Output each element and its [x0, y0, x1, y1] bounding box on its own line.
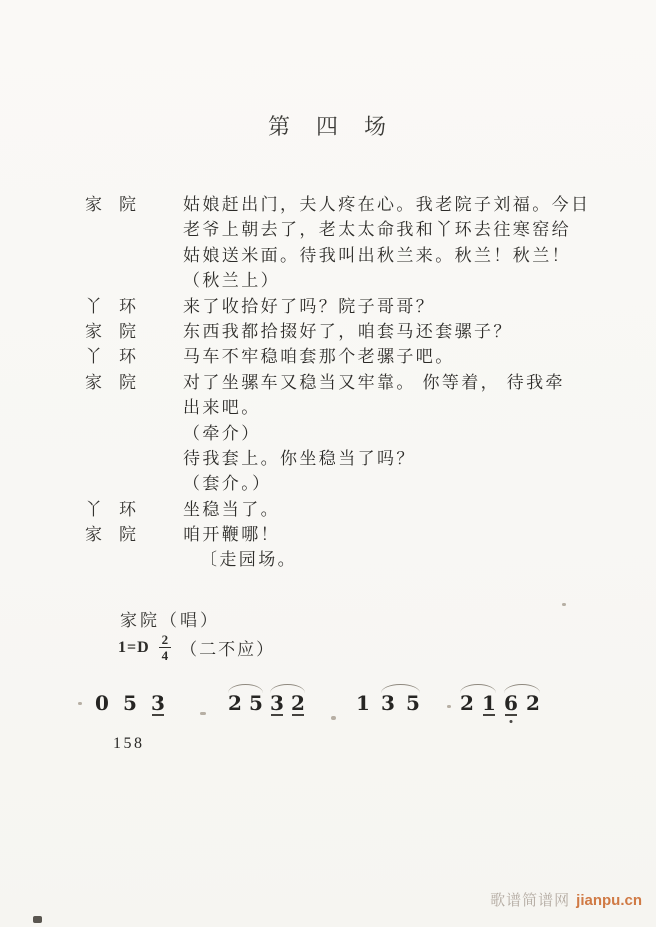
- dialogue-text: 待我套上。你坐稳当了吗？: [183, 448, 416, 468]
- note: 3: [381, 691, 395, 715]
- dialogue-row: [85, 317, 610, 342]
- time-signature: [159, 633, 172, 662]
- scan-speck: [200, 712, 206, 715]
- note: 0: [95, 691, 109, 715]
- speaker-label: 家 院: [85, 525, 136, 545]
- dialogue-row: [85, 266, 610, 291]
- note-eighth: 1: [482, 691, 496, 715]
- speaker-label: 家 院: [85, 372, 136, 392]
- dialogue-row: [85, 342, 610, 367]
- scan-speck: [33, 916, 42, 923]
- dialogue-row: [85, 545, 610, 570]
- dialogue-row: [85, 215, 610, 240]
- page-number: 158: [113, 735, 145, 752]
- dialogue-row: [85, 190, 610, 215]
- jianpu-notation-row: [0, 684, 656, 728]
- time-signature-top: 2: [159, 633, 172, 648]
- dialogue-text: 来了收拾好了吗？院子哥哥？: [183, 296, 436, 316]
- dialogue-text: 马车不牢稳咱套那个老骡子吧。: [183, 347, 455, 367]
- dialogue-row: [85, 469, 610, 494]
- stage-direction: （牵介）: [183, 423, 261, 443]
- stage-direction: 〔走园场。: [200, 550, 297, 570]
- note: 2: [228, 691, 242, 715]
- dialogue-text: 对了坐骡车又稳当又牢靠。 你等着， 待我牵: [183, 372, 565, 392]
- scan-speck: [447, 705, 451, 708]
- time-signature-bottom: 4: [161, 648, 169, 663]
- dialogue-text: 东西我都拾掇好了，咱套马还套骡子？: [183, 321, 513, 341]
- dialogue-row: [85, 419, 610, 444]
- note-eighth-low-octave: 6: [504, 691, 518, 715]
- note: 5: [406, 691, 420, 715]
- dialogue-row: [85, 444, 610, 469]
- scan-speck: [78, 702, 82, 705]
- dialogue-text: 咱开鞭哪！: [183, 525, 280, 545]
- dialogue-text: 老爷上朝去了，老太太命我和丫环去往寒窑给: [183, 220, 571, 240]
- dialogue-block: [85, 190, 610, 571]
- stage-direction: （套介。）: [183, 474, 272, 494]
- speaker-label: 丫 环: [85, 347, 136, 367]
- notation-measure-3: [356, 692, 420, 714]
- note: 1: [356, 691, 370, 715]
- note: 5: [249, 691, 263, 715]
- note: 2: [460, 691, 474, 715]
- key-signature: 1=D: [118, 638, 150, 656]
- notation-measure-4: [460, 692, 540, 714]
- speaker-label: 家 院: [85, 195, 136, 214]
- dialogue-text: 坐稳当了。: [183, 499, 280, 519]
- key-signature-line: [118, 633, 275, 662]
- scan-speck: [331, 716, 336, 720]
- note-eighth: 3: [270, 691, 284, 715]
- watermark-url: jianpu.cn: [576, 892, 642, 909]
- singer-cue: 家院（唱）: [120, 611, 220, 630]
- note-eighth: 2: [291, 691, 305, 715]
- dialogue-row: [85, 495, 610, 520]
- watermark: [490, 889, 642, 910]
- scene-title: 第 四 场: [267, 114, 388, 139]
- dialogue-row: [85, 393, 610, 418]
- speaker-label: 丫 环: [85, 499, 136, 519]
- tune-name: （二不应）: [180, 640, 276, 659]
- dialogue-text: 出来吧。: [183, 398, 261, 418]
- stage-direction: （秋兰上）: [183, 271, 280, 291]
- dialogue-row: [85, 292, 610, 317]
- dialogue-text: 姑娘赶出门，夫人疼在心。我老院子刘福。今日: [183, 195, 591, 214]
- note: 5: [123, 691, 137, 715]
- dialogue-row: [85, 241, 610, 266]
- notation-measure-1: [95, 692, 165, 714]
- note: 2: [526, 691, 540, 715]
- speaker-label: 家 院: [85, 321, 136, 341]
- dialogue-text: 姑娘送米面。待我叫出秋兰来。秋兰！秋兰！: [183, 245, 571, 265]
- dialogue-row: [85, 520, 610, 545]
- dialogue-row: [85, 368, 610, 393]
- notation-measure-2: [228, 692, 305, 714]
- watermark-site-name: 歌谱简谱网: [490, 892, 571, 909]
- speaker-label: 丫 环: [85, 296, 136, 316]
- note-eighth: 3: [151, 691, 165, 715]
- scan-speck: [562, 603, 566, 606]
